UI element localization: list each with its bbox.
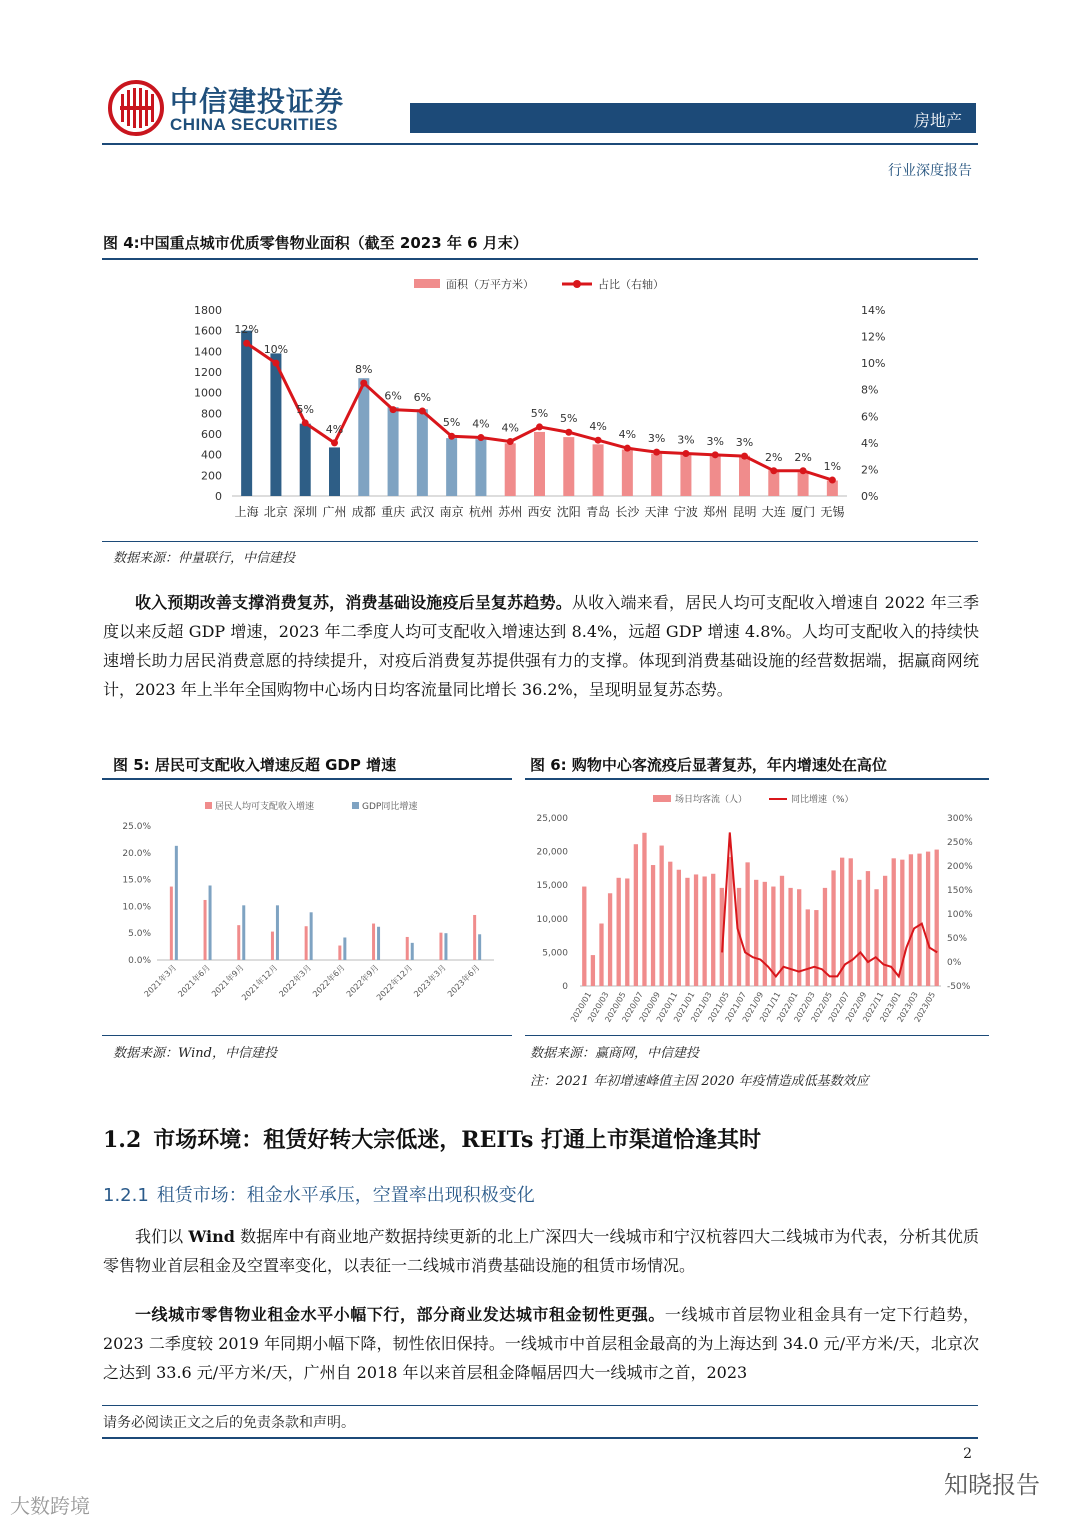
fig6-bar-traffic: [677, 870, 681, 986]
fig4-share-point: [448, 433, 455, 440]
fig6-y-right-tick: 250%: [947, 838, 973, 848]
fig6-y-left-tick: 10,000: [536, 914, 568, 925]
fig5-bar-income: [305, 926, 308, 960]
fig4-share-point: [565, 429, 572, 436]
fig4-x-label: 宁波: [673, 505, 698, 519]
fig4-x-label: 上海: [234, 505, 259, 519]
fig4-y-right-tick: 0%: [861, 490, 879, 503]
fig6-x-label: 2023/05: [912, 990, 938, 1024]
fig5-bar-gdp: [343, 937, 346, 960]
fig4-x-label: 青岛: [586, 505, 611, 519]
fig4-share-point: [419, 407, 426, 414]
fig6-bar-traffic: [634, 844, 638, 986]
fig5-x-label: 2022年6月: [311, 963, 347, 999]
fig6-bar-traffic: [617, 878, 621, 986]
fig4-share-label: 10%: [263, 343, 289, 357]
logo-text-cn: 中信建投证券: [170, 85, 345, 118]
fig4-y-left-tick: 800: [201, 407, 222, 421]
fig5-bar-gdp: [310, 912, 313, 960]
fig5-y-tick: 10.0%: [122, 902, 151, 913]
paragraph-wind-pre: 我们以: [135, 1227, 189, 1246]
fig6-y-right-tick: 50%: [947, 934, 968, 944]
watermark-right: 知晓报告: [944, 1471, 1040, 1499]
fig5-bar-income: [406, 937, 409, 960]
fig6-x-label: 2021/05: [706, 990, 731, 1024]
fig4-share-label: 5%: [296, 402, 314, 416]
fig5-source: 数据来源：Wind，中信建投: [113, 1046, 277, 1061]
paragraph-wind: [103, 1222, 979, 1280]
fig6-bar-traffic: [702, 876, 706, 986]
fig6-y-left-tick: 5,000: [542, 948, 568, 959]
fig5-y-tick: 25.0%: [122, 822, 151, 832]
fig6-bar-traffic: [599, 924, 603, 986]
fig6-bar-traffic: [763, 882, 767, 986]
fig4-x-label: 无锡: [820, 505, 845, 519]
fig6-bar-traffic: [625, 878, 629, 986]
fig4-share-label: 4%: [325, 422, 344, 436]
fig6-x-label: 2023/03: [895, 990, 920, 1024]
fig4-x-label: 大连: [761, 505, 786, 519]
fig5-x-label: 2023年3月: [412, 963, 448, 999]
fig4-share-point: [272, 360, 279, 367]
fig6-y-right-tick: 150%: [947, 886, 973, 896]
fig4-bar-西安: [534, 432, 545, 496]
fig5-bar-gdp: [242, 905, 245, 960]
fig5-x-label: 2021年3月: [142, 963, 179, 999]
fig4-y-right-tick: 4%: [861, 436, 879, 450]
fig4-top-rule: [102, 258, 978, 260]
fig6-bar-traffic: [857, 880, 861, 986]
paragraph-income-body: 从收入端来看，居民人均可支配收入增速自 2022 年三季度以来反超 GDP 增速，2023 年二季度人均可支配收入增速达到 8.4%，远超 GDP 增速 4.8%。人均可支配收入的持续快速增长助力居民消费意愿的持续提升，对疫后消费复苏提供强有力的支撑。体现到消费基础设施的经营数据端，据赢商网统计，2023 年上半年全国购物中心场内日均客流量同比增长 36.2%，呈现明显复苏态势。: [103, 593, 979, 699]
fig6-x-label: 2023/01: [878, 990, 903, 1024]
fig6-bar-traffic: [728, 857, 732, 986]
fig4-y-left-tick: 1400: [194, 345, 222, 359]
fig4-share-label: 5%: [442, 416, 461, 430]
fig6-bar-traffic: [806, 909, 810, 986]
paragraph-rent-lead: 一线城市零售物业租金水平小幅下行，部分商业发达城市租金韧性更强。: [135, 1305, 665, 1324]
fig6-y-right-tick: -50%: [947, 982, 971, 992]
fig6-x-label: 2020/01: [568, 990, 594, 1024]
fig5-bar-income: [372, 924, 375, 960]
fig4-x-label: 重庆: [381, 505, 406, 519]
fig5-top-rule: [102, 778, 512, 780]
fig5-y-tick: 5.0%: [128, 929, 151, 940]
fig4-bar-青岛: [593, 444, 604, 496]
fig6-bar-traffic: [874, 889, 878, 986]
fig6-x-label: 2021/11: [758, 990, 783, 1024]
fig5-y-tick: 20.0%: [122, 848, 151, 859]
fig4-bar-广州: [329, 447, 340, 496]
fig6-x-label: 2020/03: [586, 990, 611, 1024]
fig6-x-label: 2022/05: [809, 990, 834, 1024]
fig5-legend-gdp: GDP同比增速: [362, 802, 418, 812]
paragraph-rent-body: 一线城市首层物业租金具有一定下行趋势，2023 二季度较 2019 年同期小幅下降，韧性依旧保持。一线城市中首层租金最高的为上海达到 34.0 元/平方米/天，北京次之达到 33.6 元/平方米/天，广州自 2018 年以来首层租金降幅居四大一线城市之首，2023: [103, 1305, 979, 1382]
fig5-bar-gdp: [175, 846, 178, 960]
fig6-x-label: 2021/07: [723, 990, 749, 1024]
fig6-bar-traffic: [917, 854, 921, 986]
fig4-share-label: 3%: [706, 434, 724, 448]
fig6-chart: [525, 784, 989, 1030]
fig5-legend-swatch-income: [205, 802, 212, 809]
fig4-x-label: 厦门: [791, 505, 816, 519]
paragraph-wind-bold: Wind: [188, 1227, 235, 1246]
fig4-share-label: 12%: [234, 323, 259, 337]
fig4-x-label: 苏州: [498, 505, 523, 519]
fig4-bar-宁波: [680, 455, 691, 496]
fig5-x-label: 2022年9月: [344, 963, 381, 999]
section-1-2-1-number: 1.2.1: [103, 1185, 149, 1206]
footer-disclaimer: 请务必阅读正文之后的免责条款和声明。: [103, 1415, 355, 1431]
fig4-bar-苏州: [505, 443, 516, 496]
fig5-bar-gdp: [444, 933, 447, 960]
paragraph-income-lead: 收入预期改善支撑消费复苏，消费基础设施疫后呈复苏趋势。: [135, 593, 572, 612]
fig6-x-label: 2020/07: [620, 990, 645, 1024]
fig6-title: 图 6: 购物中心客流疫后显著复苏，年内增速处在高位: [530, 756, 887, 774]
fig4-x-label: 长沙: [615, 505, 640, 519]
fig6-y-left-tick: 0: [562, 982, 568, 992]
fig5-bar-income: [271, 932, 274, 960]
fig6-x-label: 2022/03: [792, 990, 817, 1024]
fig4-y-left-tick: 1000: [194, 386, 222, 400]
fig6-bar-traffic: [883, 876, 887, 986]
fig5-y-tick: 0.0%: [128, 956, 151, 966]
fig6-x-label: 2022/09: [843, 990, 869, 1024]
fig6-bar-traffic: [694, 874, 698, 986]
paragraph-income: [103, 588, 979, 704]
fig4-bar-南京: [446, 438, 457, 496]
fig6-bar-traffic: [668, 862, 672, 986]
fig4-x-label: 沈阳: [556, 505, 581, 519]
fig6-bar-traffic: [651, 865, 655, 986]
fig4-bar-北京: [270, 353, 281, 496]
fig4-y-right-tick: 10%: [861, 357, 886, 371]
fig6-y-left-tick: 15,000: [536, 881, 568, 892]
fig5-chart: [102, 784, 512, 1030]
fig5-bar-gdp: [209, 885, 212, 960]
page-number: 2: [963, 1446, 972, 1462]
fig6-bottom-rule: [525, 1035, 989, 1036]
fig6-bar-traffic: [582, 887, 586, 986]
fig4-share-label: 2%: [765, 450, 783, 464]
fig6-x-label: 2021/01: [672, 990, 697, 1024]
fig6-y-right-tick: 0%: [947, 958, 962, 968]
sector-label: 房地产: [913, 111, 962, 130]
watermark-left: 大数跨境: [10, 1494, 90, 1518]
fig6-bar-traffic: [754, 880, 758, 986]
fig4-share-point: [477, 434, 484, 441]
fig4-x-label: 广州: [322, 505, 347, 519]
fig4-y-right-tick: 12%: [861, 330, 886, 344]
fig4-share-label: 3%: [677, 433, 695, 447]
fig4-share-point: [302, 419, 309, 426]
fig6-x-label: 2022/11: [861, 990, 886, 1024]
fig4-y-left-tick: 1600: [194, 324, 222, 338]
fig4-y-left-tick: 400: [201, 448, 222, 462]
fig5-x-label: 2021年9月: [209, 963, 246, 999]
fig6-x-label: 2020/05: [603, 990, 628, 1024]
fig4-share-label: 5%: [560, 412, 578, 426]
fig4-y-right-tick: 2%: [861, 463, 879, 477]
fig4-share-label: 4%: [472, 417, 490, 431]
fig4-share-point: [829, 477, 836, 484]
fig6-bar-traffic: [685, 878, 689, 986]
fig4-bar-昆明: [739, 456, 750, 496]
fig4-share-point: [243, 340, 250, 347]
fig4-share-label: 3%: [647, 432, 666, 446]
fig6-x-label: 2020/09: [637, 990, 663, 1024]
fig6-note: 注：2021 年初增速峰值主因 2020 年疫情造成低基数效应: [530, 1074, 869, 1089]
fig4-bar-深圳: [300, 424, 311, 496]
fig4-x-label: 南京: [439, 505, 464, 519]
paragraph-rent: [103, 1300, 979, 1387]
fig5-legend-income: 居民人均可支配收入增速: [215, 802, 315, 812]
fig5-bar-income: [237, 925, 240, 960]
fig6-bar-traffic: [745, 862, 749, 986]
fig4-source: 数据来源：仲量联行，中信建投: [113, 551, 296, 566]
fig4-share-point: [624, 445, 631, 452]
fig5-x-label: 2023年6月: [445, 963, 482, 999]
fig6-bar-traffic: [866, 871, 870, 986]
fig4-share-label: 2%: [794, 450, 812, 464]
fig4-bar-沈阳: [563, 437, 574, 496]
fig5-x-label: 2022年3月: [277, 963, 314, 999]
paragraph-wind-post: 数据库中有商业地产数据持续更新的北上广深四大一线城市和宁汉杭蓉四大二线城市为代表，分析其优质零售物业首层租金及空置率变化，以表征一二线城市消费基础设施的租赁市场情况。: [103, 1227, 979, 1275]
fig5-x-label: 2022年12月: [374, 963, 415, 1003]
sector-banner: [410, 103, 976, 133]
section-1-2-number: 1.2: [103, 1127, 142, 1153]
fig4-share-label: 4%: [618, 428, 637, 442]
fig5-bar-income: [439, 933, 442, 960]
fig6-y-left-tick: 25,000: [536, 814, 568, 824]
fig6-bar-traffic: [831, 870, 835, 986]
fig6-x-label: 2020/11: [654, 990, 680, 1024]
fig4-share-label: 8%: [355, 363, 373, 377]
fig4-share-label: 3%: [735, 436, 754, 450]
fig4-x-label: 郑州: [703, 505, 728, 519]
fig4-bar-成都: [358, 378, 369, 496]
fig4-bar-上海: [241, 331, 252, 496]
fig4-share-label: 4%: [501, 421, 519, 435]
fig4-share-label: 6%: [384, 389, 402, 403]
fig5-x-label: 2021年6月: [176, 963, 212, 999]
fig6-bar-traffic: [788, 888, 792, 986]
fig4-y-right-tick: 14%: [861, 304, 886, 317]
fig4-share-point: [331, 439, 338, 446]
fig4-share-label: 6%: [413, 390, 432, 404]
fig4-y-left-tick: 200: [201, 469, 222, 483]
fig6-top-rule: [525, 778, 989, 780]
fig6-y-right-tick: 200%: [947, 862, 973, 872]
fig4-y-left-tick: 1800: [194, 304, 222, 317]
fig6-x-label: 2021/09: [740, 990, 766, 1024]
fig6-bar-traffic: [849, 858, 853, 986]
fig4-chart: [102, 262, 978, 534]
fig4-x-label: 杭州: [468, 505, 493, 519]
fig4-share-point: [682, 450, 689, 457]
fig6-bar-traffic: [591, 955, 595, 986]
fig4-bar-武汉: [417, 409, 428, 496]
fig4-share-point: [770, 467, 777, 474]
fig6-bar-traffic: [909, 854, 913, 986]
fig4-bar-长沙: [622, 450, 633, 497]
fig5-bar-gdp: [411, 943, 414, 960]
fig4-y-left-tick: 0: [215, 490, 222, 503]
fig4-share-point: [595, 437, 602, 444]
fig6-x-label: 2021/03: [689, 990, 714, 1024]
fig6-legend-yoy: 同比增速（%）: [791, 795, 854, 805]
fig6-bar-traffic: [711, 874, 715, 986]
fig5-bar-gdp: [478, 934, 481, 960]
fig4-legend-area: 面积（万平方米）: [446, 278, 534, 291]
fig4-share-point: [507, 438, 514, 445]
fig6-x-label: 2022/01: [775, 990, 800, 1024]
fig4-share-point: [741, 453, 748, 460]
section-heading-1-2-1: [103, 1181, 535, 1207]
fig4-x-label: 深圳: [293, 505, 318, 519]
fig4-bottom-rule: [102, 541, 978, 542]
fig6-bar-traffic: [660, 846, 664, 986]
fig5-bar-income: [473, 915, 476, 960]
fig4-x-label: 北京: [263, 505, 288, 519]
fig4-x-label: 天津: [644, 505, 669, 519]
fig5-legend-swatch-gdp: [352, 802, 359, 809]
fig6-legend-swatch-traffic: [653, 795, 671, 802]
fig4-legend-marker-share: [573, 280, 581, 288]
fig6-bar-traffic: [608, 893, 612, 986]
footer-bottom-rule: [102, 1437, 978, 1439]
section-heading-1-2: [103, 1123, 761, 1154]
fig5-y-tick: 15.0%: [122, 875, 151, 886]
fig6-legend-traffic: 场日均客流（人）: [675, 795, 748, 805]
fig4-y-right-tick: 8%: [861, 383, 879, 397]
fig4-bar-厦门: [798, 472, 809, 496]
fig4-x-label: 西安: [527, 505, 552, 519]
logo-text-en: CHINA SECURITIES: [170, 115, 338, 134]
fig6-y-right-tick: 100%: [947, 910, 973, 920]
section-1-2-1-text: 租赁市场：租金水平承压，空置率出现积极变化: [156, 1185, 535, 1206]
fig5-bar-income: [338, 946, 341, 960]
fig4-share-label: 5%: [530, 406, 549, 420]
fig4-bar-郑州: [710, 455, 721, 496]
fig4-share-point: [360, 380, 367, 387]
fig5-bar-gdp: [276, 905, 279, 960]
fig4-legend-swatch-area: [414, 279, 440, 288]
fig4-bar-杭州: [475, 439, 486, 496]
fig4-share-label: 1%: [823, 460, 842, 474]
fig6-x-label: 2022/07: [826, 990, 852, 1024]
fig6-y-left-tick: 20,000: [536, 847, 568, 858]
fig5-bar-income: [170, 887, 173, 960]
fig4-share-point: [536, 423, 543, 430]
fig4-bar-重庆: [388, 407, 399, 496]
fig4-share-point: [712, 451, 719, 458]
fig5-bar-gdp: [377, 927, 380, 960]
company-logo-icon: [108, 80, 164, 136]
fig4-legend-share: 占比（右轴）: [598, 278, 664, 291]
report-type: 行业深度报告: [888, 163, 972, 179]
fig4-y-left-tick: 600: [201, 428, 222, 441]
fig4-bar-天津: [651, 454, 662, 496]
fig6-y-right-tick: 300%: [947, 814, 973, 824]
fig6-bar-traffic: [935, 850, 939, 986]
fig6-bar-traffic: [814, 910, 818, 986]
fig6-source: 数据来源：赢商网，中信建投: [530, 1046, 700, 1061]
fig5-bottom-rule: [102, 1035, 512, 1036]
fig5-title: 图 5: 居民可支配收入增速反超 GDP 增速: [113, 756, 397, 774]
fig5-x-label: 2021年12月: [240, 963, 280, 1003]
fig6-bar-traffic: [642, 833, 646, 986]
fig6-bar-traffic: [926, 852, 930, 986]
fig5-bar-income: [204, 900, 207, 960]
footer-top-rule: [102, 1405, 978, 1406]
fig4-share-point: [653, 449, 660, 456]
fig4-title: 图 4:中国重点城市优质零售物业面积（截至 2023 年 6 月末）: [103, 234, 528, 252]
fig4-share-point: [390, 406, 397, 413]
header-divider: [102, 143, 978, 145]
fig4-share-label: 4%: [589, 420, 607, 434]
fig4-y-left-tick: 1200: [194, 366, 222, 379]
fig4-x-label: 成都: [351, 505, 376, 519]
fig4-x-label: 昆明: [732, 505, 757, 519]
fig4-x-label: 武汉: [410, 505, 435, 519]
fig4-y-right-tick: 6%: [861, 410, 879, 424]
fig4-share-point: [800, 467, 807, 474]
section-1-2-text: 市场环境：租赁好转大宗低迷，REITs 打通上市渠道恰逢其时: [153, 1127, 762, 1153]
